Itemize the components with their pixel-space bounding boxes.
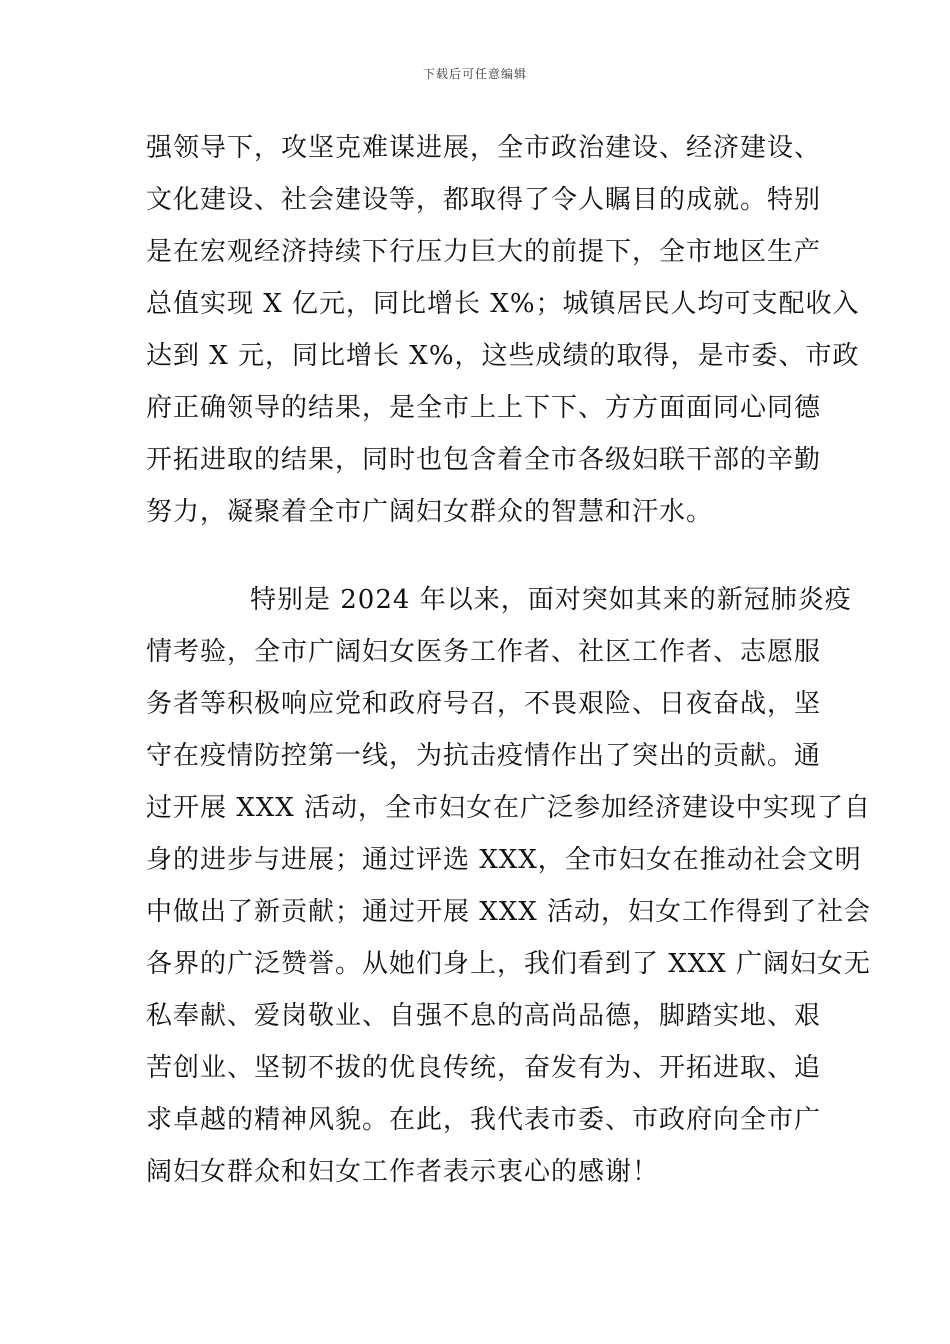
paragraph-line: 守在疫情防控第一线，为抗击疫情作出了突出的贡献。通 (146, 741, 822, 771)
paragraph-line: 中做出了新贡献；通过开展 XXX 活动，妇女工作得到了社会 (146, 897, 872, 927)
paragraph-line: 是在宏观经济持续下行压力巨大的前提下，全市地区生产 (146, 237, 822, 267)
page-header: 下载后可任意编辑 (422, 67, 527, 81)
paragraph-line: 各界的广泛赞誉。从她们身上，我们看到了 XXX 广阔妇女无 (146, 949, 872, 979)
paragraph-line: 务者等积极响应党和政府号召，不畏艰险、日夜奋战，坚 (146, 689, 822, 719)
paragraph-line: 文化建设、社会建设等，都取得了令人瞩目的成就。特别 (146, 185, 822, 215)
paragraph-line: 府正确领导的结果，是全市上上下下、方方面面同心同德 (146, 393, 822, 423)
paragraph-line: 苦创业、坚韧不拔的优良传统，奋发有为、开拓进取、追 (146, 1053, 822, 1083)
paragraph-1 (146, 122, 860, 538)
paragraph-line: 开拓进取的结果，同时也包含着全市各级妇联干部的辛勤 (146, 445, 822, 475)
paragraph-line: 阔妇女群众和妇女工作者表示衷心的感谢！ (146, 1157, 660, 1187)
paragraph-line: 特别是 2024 年以来，面对突如其来的新冠肺炎疫 (250, 585, 852, 615)
paragraph-line: 总值实现 X 亿元，同比增长 X%；城镇居民人均可支配收入 (146, 289, 860, 319)
paragraph-line: 情考验，全市广阔妇女医务工作者、社区工作者、志愿服 (146, 637, 822, 667)
paragraph-2 (146, 574, 872, 1198)
paragraph-line: 求卓越的精神风貌。在此，我代表市委、市政府向全市广 (146, 1105, 822, 1135)
paragraph-line: 身的进步与进展；通过评选 XXX，全市妇女在推动社会文明 (146, 845, 862, 875)
paragraph-line: 私奉献、爱岗敬业、自强不息的高尚品德，脚踏实地、艰 (146, 1001, 822, 1031)
paragraph-line: 达到 X 元，同比增长 X%，这些成绩的取得，是市委、市政 (146, 341, 860, 371)
paragraph-line: 过开展 XXX 活动，全市妇女在广泛参加经济建设中实现了自 (146, 793, 872, 823)
paragraph-line: 强领导下，攻坚克难谋进展，全市政治建设、经济建设、 (146, 133, 822, 163)
paragraph-line: 努力，凝聚着全市广阔妇女群众的智慧和汗水。 (146, 497, 714, 527)
